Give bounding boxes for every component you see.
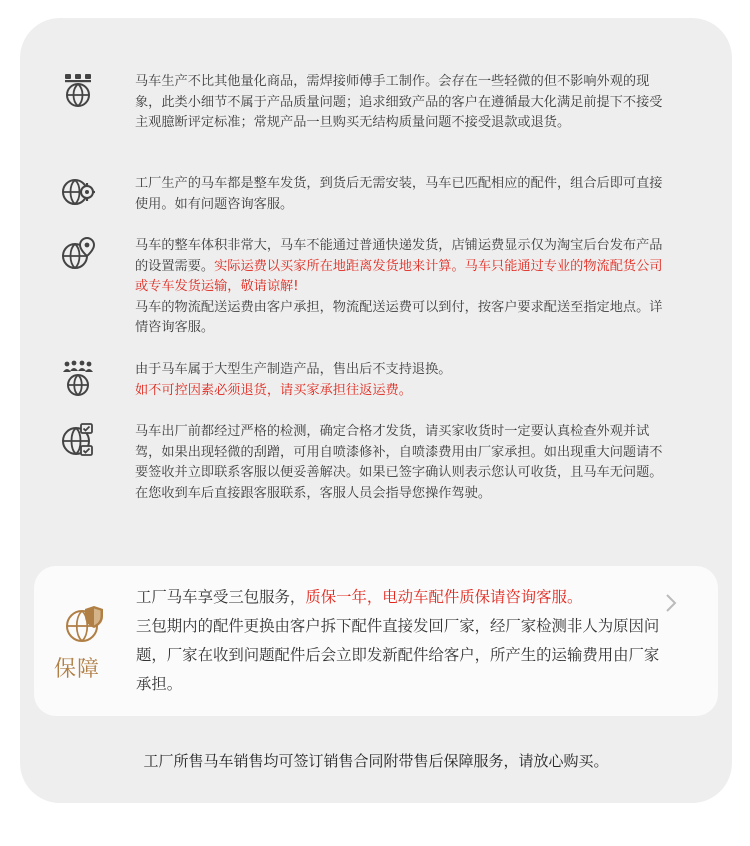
grid-network-icon <box>60 72 96 108</box>
guarantee-panel[interactable] <box>34 566 718 716</box>
globe-gear-icon <box>60 174 96 210</box>
guarantee-label: 保障 <box>54 657 101 682</box>
notice-text: 马车生产不比其他量化商品，需焊接师傅手工制作。会存在一些轻微的但不影响外观的现象，此类小细节不属于产品质量问题；追求细致产品的客户在遵循最大化满足前提下不接受主观臆断评定标准；常规产品一旦购买无结构质量问题不接受退款或退货。 <box>135 74 663 130</box>
notice-card <box>20 18 732 803</box>
notice-text: 马车的整车体积非常大，马车不能通过普通快递发货，店铺运费显示仅为淘宝后台发布产品的设置需要。实际运费以买家所在地距离发货地来计算。马车只能通过专业的物流配货公司或专车发货运输，敬请谅解! 马车的物流配送运费由客户承担，物流配送运费可以到付，按客户要求配送至指定地点。详情咨询客服。 <box>135 238 663 335</box>
guarantee-text: 工厂马车享受三包服务，质保一年，电动车配件质保请咨询客服。 三包期内的配件更换由客户拆下配件直接发回厂家，经厂家检测非人为原因问题，厂家在收到问题配件后会立即发新配件给客户，所产生的运输费用由厂家承担。 <box>136 588 660 693</box>
globe-location-icon <box>60 236 96 272</box>
notice-text: 工厂生产的马车都是整车发货，到货后无需安装，马车已匹配相应的配件，组合后即可直接使用。如有问题咨询客服。 <box>135 176 663 212</box>
chevron-right-icon[interactable] <box>664 592 678 614</box>
notice-text: 马车出厂前都经过严格的检测，确定合格才发货，请买家收货时一定要认真检查外观并试驾，如果出现轻微的刮蹭，可用自喷漆修补，自喷漆费用由厂家承担。如出现重大问题请不要签收并立即联系客服以便妥善解决。如果已签字确认则表示您认可收货，且马车无问题。在您收到车后直接跟客服联系，客服人员会指导您操作驾驶。 <box>135 424 663 501</box>
globe-people-icon <box>60 360 96 396</box>
globe-shield-icon <box>62 602 106 646</box>
notice-text: 由于马车属于大型生产制造产品，售出后不支持退换。 如不可控因素必须退货，请买家承担往返运费。 <box>135 362 452 398</box>
globe-check-icon <box>60 422 96 458</box>
footer-note: 工厂所售马车销售均可签订销售合同附带售后保障服务，请放心购买。 <box>143 752 609 770</box>
